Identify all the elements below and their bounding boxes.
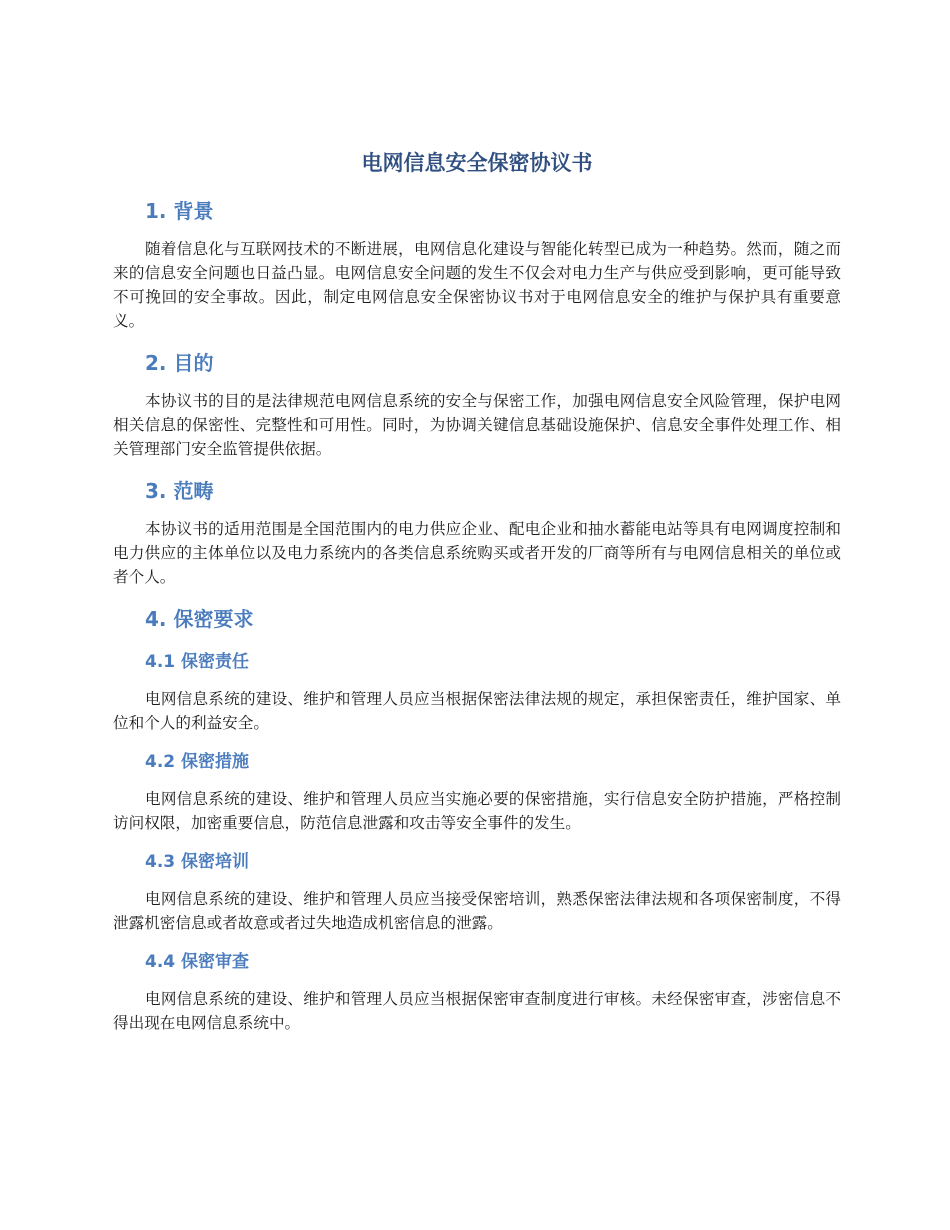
section-heading-background: 1. 背景 — [145, 199, 214, 223]
subsection-text-training: 电网信息系统的建设、维护和管理人员应当接受保密培训，熟悉保密法律法规和各项保密制度，不得泄露机密信息或者故意或者过失地造成机密信息的泄露。 — [113, 890, 841, 932]
document-body — [113, 145, 841, 1035]
subsection-text-review: 电网信息系统的建设、维护和管理人员应当根据保密审查制度进行审核。未经保密审查，涉密信息不得出现在电网信息系统中。 — [113, 990, 841, 1032]
subsection-heading-review: 4.4 保密审查 — [145, 952, 250, 972]
section-text-background: 随着信息化与互联网技术的不断进展，电网信息化建设与智能化转型已成为一种趋势。然而，随之而来的信息安全问题也日益凸显。电网信息安全问题的发生不仅会对电力生产与供应受到影响，更可能导致不可挽回的安全事故。因此，制定电网信息安全保密协议书对于电网信息安全的维护与保护具有重要意义。 — [113, 240, 841, 330]
section-heading-requirements: 4. 保密要求 — [145, 607, 254, 631]
section-heading-purpose: 2. 目的 — [145, 351, 214, 375]
document-title: 电网信息安全保密协议书 — [361, 151, 593, 175]
section-heading-scope: 3. 范畴 — [145, 479, 214, 503]
subsection-text-responsibility: 电网信息系统的建设、维护和管理人员应当根据保密法律法规的规定，承担保密责任，维护国家、单位和个人的利益安全。 — [113, 690, 841, 732]
section-text-scope: 本协议书的适用范围是全国范围内的电力供应企业、配电企业和抽水蓄能电站等具有电网调度控制和电力供应的主体单位以及电力系统内的各类信息系统购买或者开发的厂商等所有与电网信息相关的单位或者个人。 — [113, 520, 841, 586]
section-text-purpose: 本协议书的目的是法律规范电网信息系统的安全与保密工作，加强电网信息安全风险管理，保护电网相关信息的保密性、完整性和可用性。同时，为协调关键信息基础设施保护、信息安全事件处理工作、相关管理部门安全监管提供依据。 — [113, 392, 841, 458]
subsection-text-measures: 电网信息系统的建设、维护和管理人员应当实施必要的保密措施，实行信息安全防护措施，严格控制访问权限，加密重要信息，防范信息泄露和攻击等安全事件的发生。 — [113, 790, 841, 832]
subsection-heading-training: 4.3 保密培训 — [145, 852, 250, 872]
subsection-heading-measures: 4.2 保密措施 — [145, 752, 250, 772]
subsection-heading-responsibility: 4.1 保密责任 — [145, 652, 250, 672]
